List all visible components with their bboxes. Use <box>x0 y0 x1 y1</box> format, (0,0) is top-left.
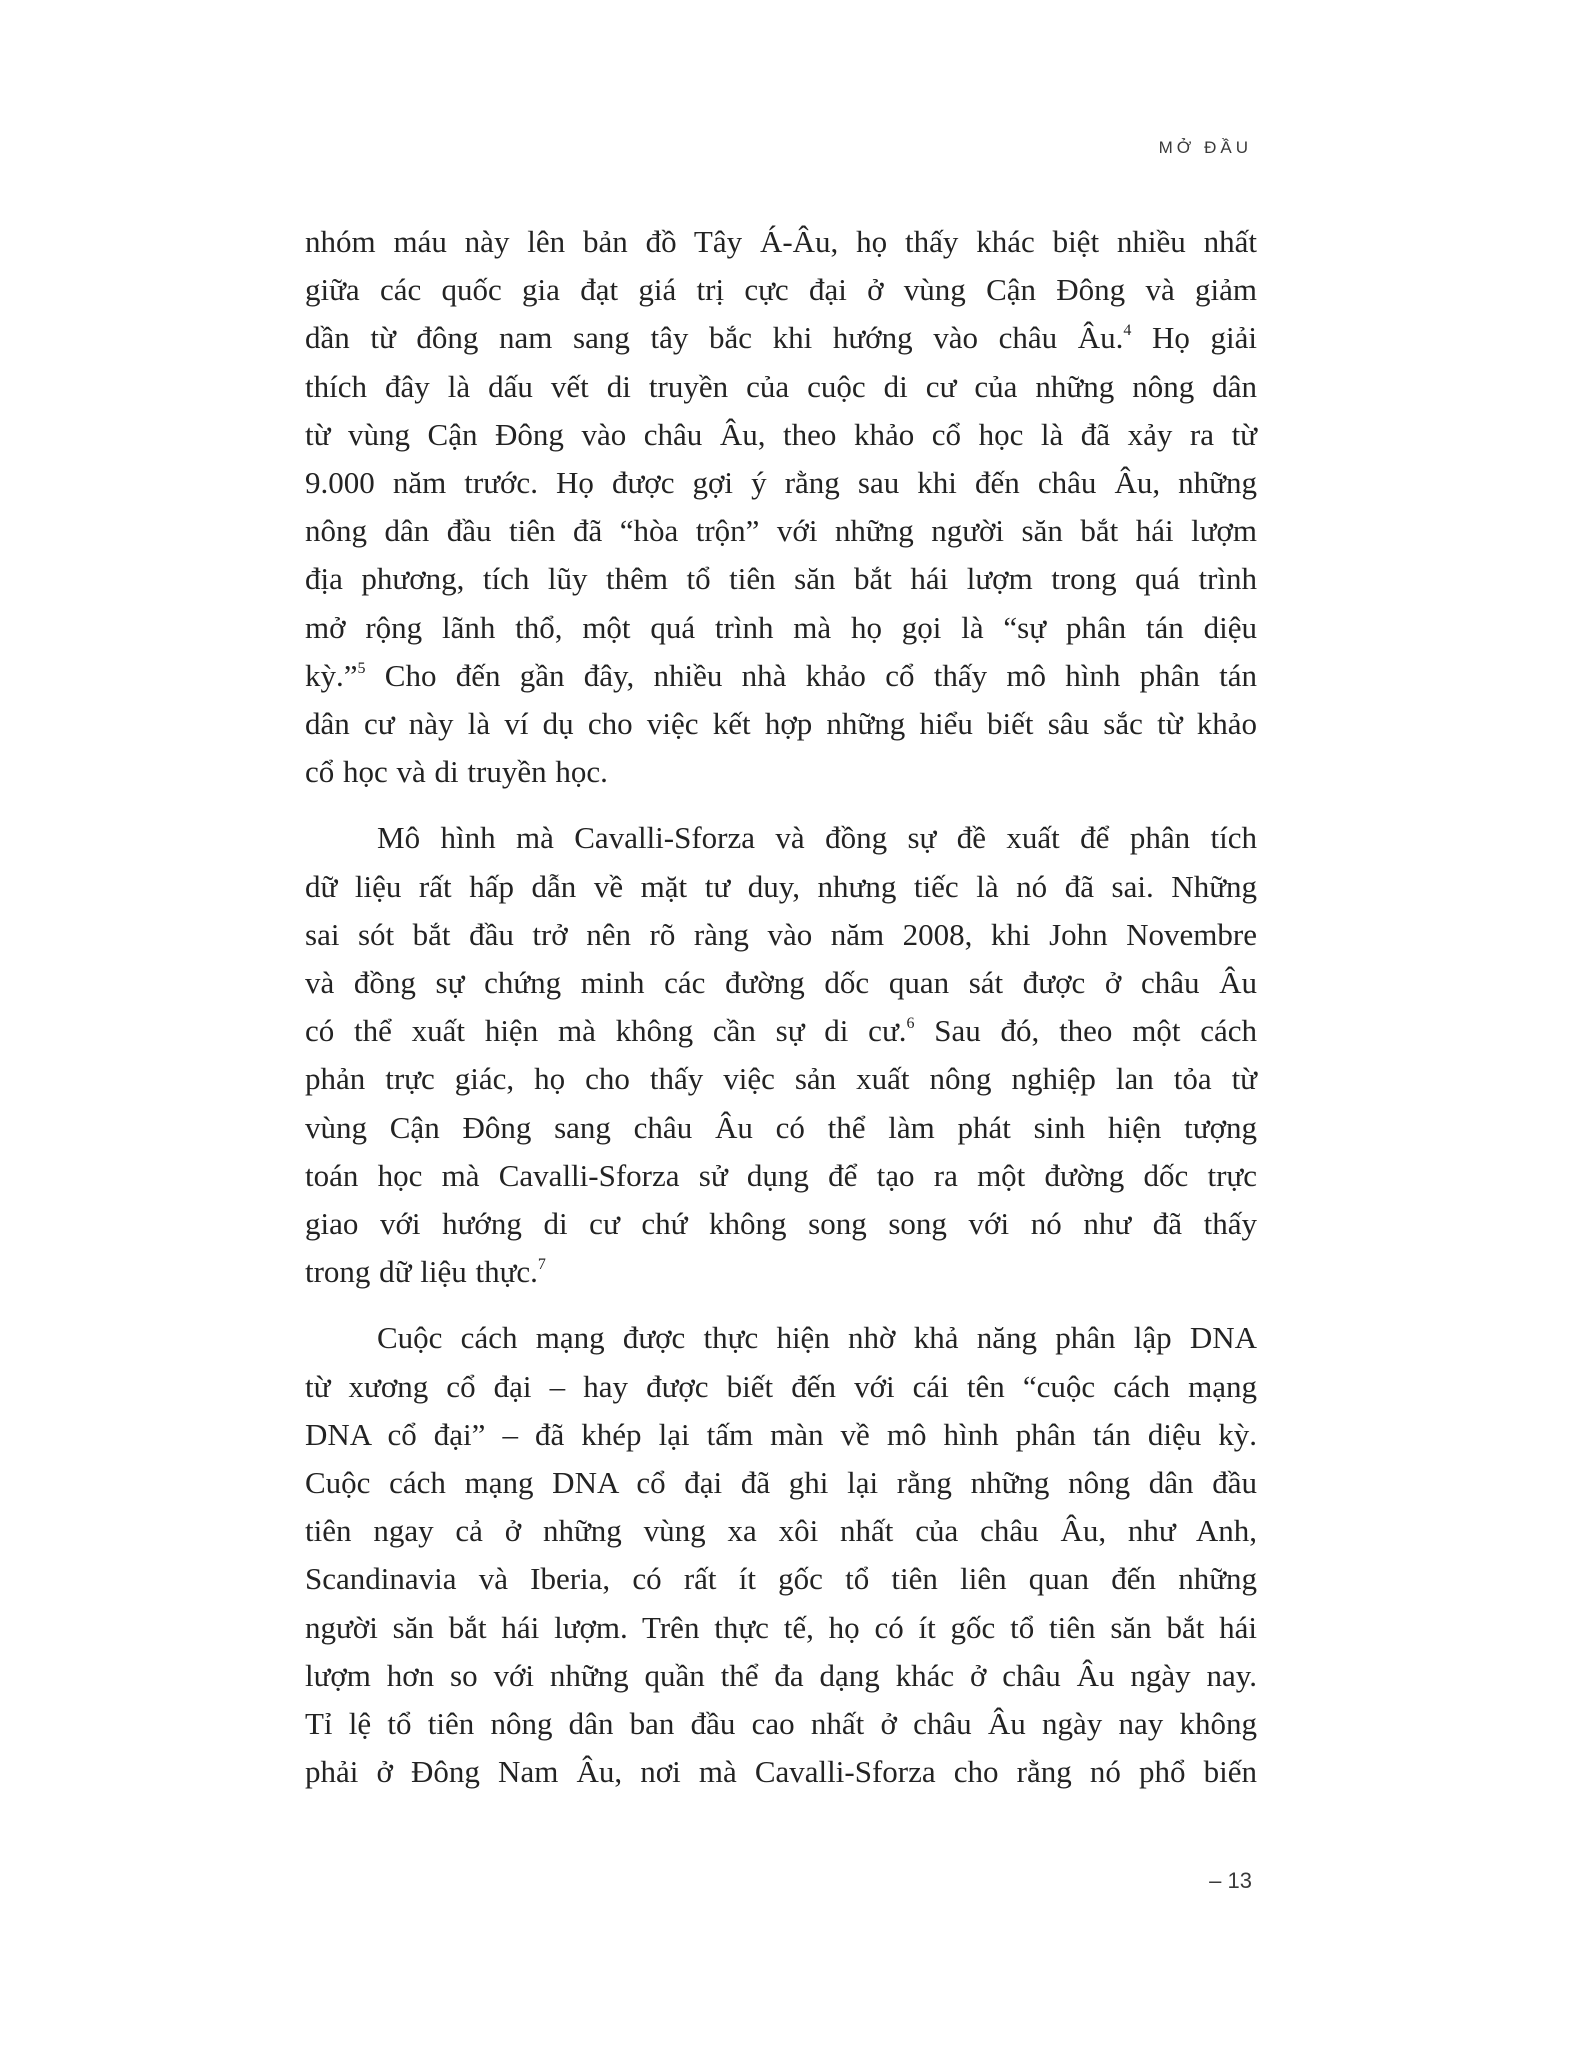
text-line: địa phương, tích lũy thêm tổ tiên săn bắt hái lượm trong quá trình <box>305 561 1257 597</box>
text-line: Mô hình mà Cavalli-Sforza và đồng sự đề xuất để phân tích <box>377 820 1257 856</box>
text-line: sai sót bắt đầu trở nên rõ ràng vào năm 2008, khi John Novembre <box>305 916 1257 952</box>
text-line: từ xương cổ đại – hay được biết đến với cái tên “cuộc cách mạng <box>305 1368 1257 1404</box>
text-line: lượm hơn so với những quần thể đa dạng khác ở châu Âu ngày nay. <box>305 1657 1257 1693</box>
text-line <box>305 1248 1257 1296</box>
text-run: trong dữ liệu thực. <box>305 1254 538 1290</box>
text-line: và đồng sự chứng minh các đường dốc quan sát được ở châu Âu <box>305 965 1257 1001</box>
text-line: Cuộc cách mạng DNA cổ đại đã ghi lại rằng những nông dân đầu <box>305 1465 1257 1501</box>
text-line: dữ liệu rất hấp dẫn về mặt tư duy, nhưng tiếc là nó đã sai. Những <box>305 868 1257 904</box>
text-line: phải ở Đông Nam Âu, nơi mà Cavalli-Sforza cho rằng nó phổ biến <box>305 1754 1257 1790</box>
text-line: Cuộc cách mạng được thực hiện nhờ khả năng phân lập DNA <box>377 1320 1257 1356</box>
paragraph-2 <box>305 814 1257 1296</box>
text-run: Sau đó, theo một cách <box>914 1013 1257 1049</box>
body-text <box>305 218 1257 1815</box>
text-run: dần từ đông nam sang tây bắc khi hướng vào châu Âu. <box>305 320 1124 356</box>
text-line: toán học mà Cavalli-Sforza sử dụng để tạo ra một đường dốc trực <box>305 1157 1257 1193</box>
paragraph-1 <box>305 218 1257 796</box>
text-line: dân cư này là ví dụ cho việc kết hợp những hiểu biết sâu sắc từ khảo <box>305 706 1257 742</box>
text-run: có thể xuất hiện mà không cần sự di cư. <box>305 1013 907 1049</box>
text-run: Cho đến gần đây, nhiều nhà khảo cổ thấy mô hình phân tán <box>365 657 1257 693</box>
text-line: Scandinavia và Iberia, có rất ít gốc tổ tiên liên quan đến những <box>305 1561 1257 1597</box>
text-line: giữa các quốc gia đạt giá trị cực đại ở vùng Cận Đông và giảm <box>305 272 1257 308</box>
text-line: mở rộng lãnh thổ, một quá trình mà họ gọi là “sự phân tán diệu <box>305 609 1257 645</box>
text-line: nông dân đầu tiên đã “hòa trộn” với những người săn bắt hái lượm <box>305 513 1257 549</box>
footnote-ref-4: 4 <box>1123 322 1132 340</box>
text-line: cổ học và di truyền học. <box>305 754 608 790</box>
text-run: Họ giải <box>1131 320 1257 356</box>
paragraph-3 <box>305 1314 1257 1796</box>
text-line: vùng Cận Đông sang châu Âu có thể làm phát sinh hiện tượng <box>305 1109 1257 1145</box>
text-line <box>305 652 1257 700</box>
text-line: 9.000 năm trước. Họ được gợi ý rằng sau khi đến châu Âu, những <box>305 465 1257 501</box>
text-line: người săn bắt hái lượm. Trên thực tế, họ có ít gốc tổ tiên săn bắt hái <box>305 1609 1257 1645</box>
footnote-ref-5: 5 <box>357 659 366 677</box>
running-head: MỞ ĐẦU <box>1158 138 1252 157</box>
footnote-ref-7: 7 <box>537 1255 546 1273</box>
text-line: nhóm máu này lên bản đồ Tây Á-Âu, họ thấy khác biệt nhiều nhất <box>305 224 1257 259</box>
text-line: DNA cổ đại” – đã khép lại tấm màn về mô hình phân tán diệu kỳ. <box>305 1416 1257 1452</box>
text-line: thích đây là dấu vết di truyền của cuộc di cư của những nông dân <box>305 368 1257 404</box>
text-line <box>305 1007 1257 1055</box>
footnote-ref-6: 6 <box>906 1014 915 1032</box>
text-line: Tỉ lệ tổ tiên nông dân ban đầu cao nhất ở châu Âu ngày nay không <box>305 1706 1257 1742</box>
text-line: tiên ngay cả ở những vùng xa xôi nhất của châu Âu, như Anh, <box>305 1513 1257 1549</box>
text-run: kỳ.” <box>305 657 358 693</box>
page-number: – 13 <box>1209 1868 1252 1893</box>
text-line: từ vùng Cận Đông vào châu Âu, theo khảo cổ học là đã xảy ra từ <box>305 416 1257 452</box>
text-line: phản trực giác, họ cho thấy việc sản xuất nông nghiệp lan tỏa từ <box>305 1061 1257 1097</box>
text-line <box>305 314 1257 362</box>
text-line: giao với hướng di cư chứ không song song với nó như đã thấy <box>305 1206 1257 1242</box>
